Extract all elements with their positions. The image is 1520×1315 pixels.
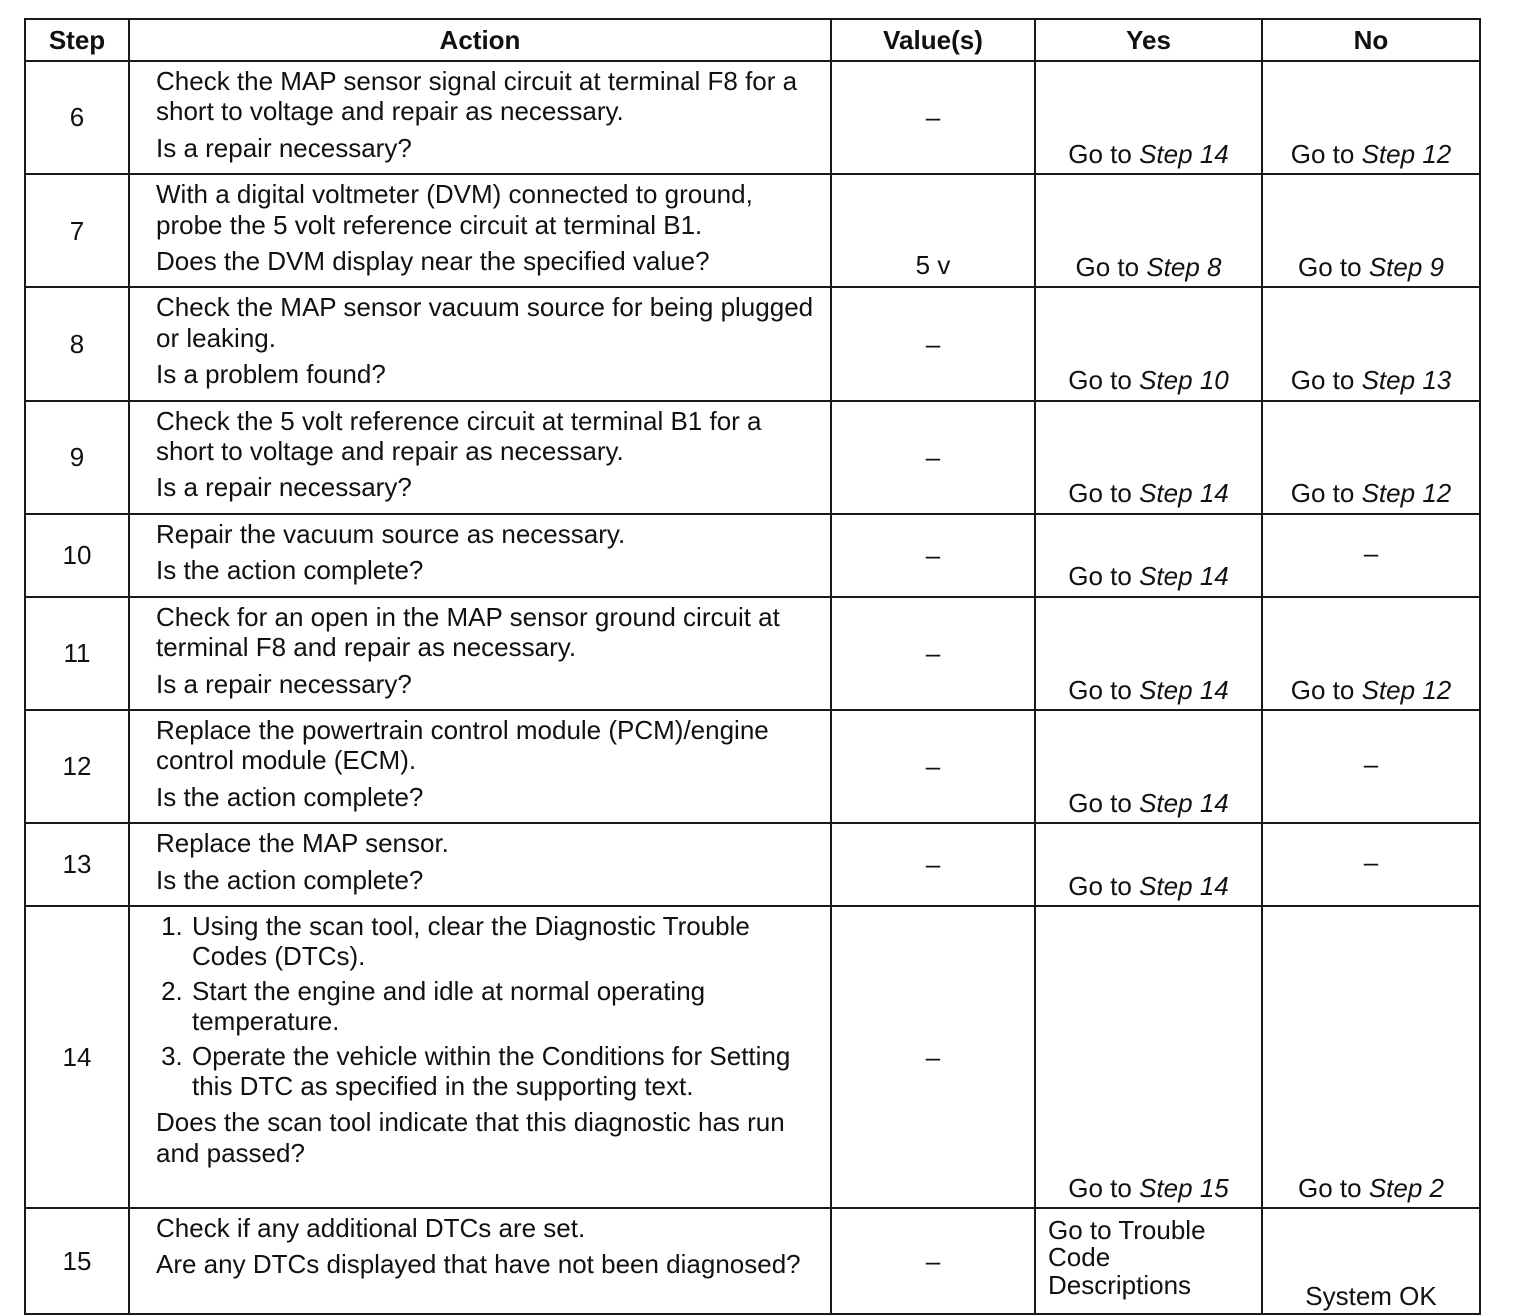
goto-label: Go to <box>1297 252 1362 283</box>
yes-cell <box>1035 514 1262 597</box>
goto-label: Go to <box>1068 870 1132 901</box>
step-link[interactable]: Step 15 <box>1139 1172 1229 1203</box>
step-link[interactable]: Step 14 <box>1139 870 1229 901</box>
action-question: Is a problem found? <box>156 359 386 390</box>
action-question: Is a repair necessary? <box>156 132 412 163</box>
action-text: Check the MAP sensor signal circuit at terminal F8 for a short to voltage and repair as necessary. <box>156 66 798 127</box>
yes-cell <box>1035 174 1262 287</box>
value-cell: – <box>831 823 1035 906</box>
value-cell: – <box>831 401 1035 514</box>
step-link[interactable]: Step 10 <box>1139 365 1229 396</box>
step-number: 8 <box>25 287 129 400</box>
step-number: 10 <box>25 514 129 597</box>
header-row <box>25 19 1480 61</box>
value-cell: – <box>831 710 1035 823</box>
action-cell <box>129 61 831 174</box>
list-item: 2. Start the engine and idle at normal operating temperature. <box>190 976 822 1037</box>
diagnostic-table <box>24 18 1481 1315</box>
step-link[interactable]: Step 14 <box>1139 674 1229 705</box>
step-link[interactable]: Step 14 <box>1139 787 1229 818</box>
action-question: Is the action complete? <box>156 864 424 895</box>
goto-label: Go to <box>1068 138 1132 169</box>
trouble-code-link[interactable]: Go to Trouble Code Descriptions <box>1048 1214 1206 1300</box>
no-cell: System OK <box>1262 1208 1480 1314</box>
action-question: Is the action complete? <box>156 781 424 812</box>
header-values: Value(s) <box>831 19 1035 61</box>
action-question: Is a repair necessary? <box>156 668 412 699</box>
action-list <box>156 911 822 1101</box>
goto-label: Go to <box>1068 1172 1132 1203</box>
step-number: 12 <box>25 710 129 823</box>
goto-label: Go to <box>1068 561 1132 592</box>
action-cell <box>129 906 831 1208</box>
value-cell: – <box>831 514 1035 597</box>
action-text: With a digital voltmeter (DVM) connected to ground, probe the 5 volt reference circuit at terminal B1. <box>156 179 753 240</box>
table-row <box>25 61 1480 174</box>
no-cell <box>1262 597 1480 710</box>
action-text: Repair the vacuum source as necessary. <box>156 518 626 549</box>
goto-label: Go to <box>1068 787 1132 818</box>
goto-label: Go to <box>1068 674 1132 705</box>
no-cell <box>1262 174 1480 287</box>
yes-cell <box>1035 597 1262 710</box>
step-link[interactable]: Step 2 <box>1368 1172 1445 1203</box>
action-cell <box>129 597 831 710</box>
value-cell: – <box>831 597 1035 710</box>
table-row <box>25 401 1480 514</box>
goto-label: Go to <box>1290 365 1355 396</box>
table-row <box>25 597 1480 710</box>
step-number: 11 <box>25 597 129 710</box>
value-cell: – <box>831 1208 1035 1314</box>
header-yes: Yes <box>1035 19 1262 61</box>
action-question: Does the scan tool indicate that this diagnostic has run and passed? <box>156 1107 785 1168</box>
step-link[interactable]: Step 9 <box>1368 252 1445 283</box>
no-cell: – <box>1262 514 1480 597</box>
table-row <box>25 823 1480 906</box>
action-text: Check the 5 volt reference circuit at terminal B1 for a short to voltage and repair as necessary. <box>156 405 762 467</box>
step-number: 13 <box>25 823 129 906</box>
action-cell <box>129 174 831 287</box>
value-cell: – <box>831 61 1035 174</box>
goto-label: Go to <box>1068 365 1132 396</box>
yes-cell <box>1035 823 1262 906</box>
header-no: No <box>1262 19 1480 61</box>
no-cell: – <box>1262 823 1480 906</box>
step-link[interactable]: Step 12 <box>1361 674 1452 705</box>
value-cell: 5 v <box>831 174 1035 287</box>
action-text: Check for an open in the MAP sensor ground circuit at terminal F8 and repair as necessary. <box>156 601 780 663</box>
step-link[interactable]: Step 12 <box>1361 138 1452 169</box>
action-cell <box>129 401 831 514</box>
action-text: Replace the MAP sensor. <box>156 828 449 859</box>
step-link[interactable]: Step 14 <box>1139 138 1229 169</box>
list-item: 1. Using the scan tool, clear the Diagnostic Trouble Codes (DTCs). <box>190 911 822 972</box>
yes-cell <box>1035 61 1262 174</box>
action-cell <box>129 823 831 906</box>
yes-cell <box>1035 1208 1262 1314</box>
goto-label: Go to <box>1068 478 1132 509</box>
no-cell <box>1262 287 1480 400</box>
no-cell <box>1262 61 1480 174</box>
step-number: 15 <box>25 1208 129 1314</box>
step-link[interactable]: Step 13 <box>1361 365 1452 396</box>
step-link[interactable]: Step 8 <box>1146 252 1222 283</box>
table-row <box>25 1208 1480 1314</box>
value-cell: – <box>831 906 1035 1208</box>
table-row <box>25 174 1480 287</box>
step-number: 9 <box>25 401 129 514</box>
table-row <box>25 906 1480 1208</box>
action-text: Replace the powertrain control module (PCM)/engine control module (ECM). <box>156 714 769 776</box>
no-cell: – <box>1262 710 1480 823</box>
yes-cell <box>1035 287 1262 400</box>
goto-label: Go to <box>1290 138 1355 169</box>
table-row <box>25 710 1480 823</box>
goto-label: Go to <box>1075 252 1140 283</box>
step-number: 7 <box>25 174 129 287</box>
goto-label: Go to <box>1290 674 1355 705</box>
yes-cell <box>1035 906 1262 1208</box>
header-action: Action <box>129 19 831 61</box>
step-link[interactable]: Step 14 <box>1139 478 1229 509</box>
action-question: Is a repair necessary? <box>156 472 412 503</box>
action-cell <box>129 710 831 823</box>
action-cell <box>129 287 831 400</box>
header-step: Step <box>25 19 129 61</box>
action-question: Are any DTCs displayed that have not been diagnosed? <box>156 1249 801 1280</box>
goto-label: Go to <box>1297 1172 1362 1203</box>
no-cell <box>1262 401 1480 514</box>
table-row <box>25 514 1480 597</box>
action-question: Is the action complete? <box>156 555 424 586</box>
no-cell <box>1262 906 1480 1208</box>
action-cell <box>129 1208 831 1314</box>
action-question: Does the DVM display near the specified value? <box>156 246 710 277</box>
yes-cell <box>1035 710 1262 823</box>
action-cell <box>129 514 831 597</box>
step-number: 14 <box>25 906 129 1208</box>
action-text: Check the MAP sensor vacuum source for being plugged or leaking. <box>156 292 814 353</box>
step-link[interactable]: Step 14 <box>1139 561 1229 592</box>
step-link[interactable]: Step 12 <box>1361 478 1452 509</box>
yes-cell <box>1035 401 1262 514</box>
value-cell: – <box>831 287 1035 400</box>
goto-label: Go to <box>1290 478 1355 509</box>
step-number: 6 <box>25 61 129 174</box>
list-item: 3. Operate the vehicle within the Conditions for Setting this DTC as specified in the supporting text. <box>190 1041 822 1102</box>
table-row <box>25 287 1480 400</box>
action-text: Check if any additional DTCs are set. <box>156 1212 586 1243</box>
